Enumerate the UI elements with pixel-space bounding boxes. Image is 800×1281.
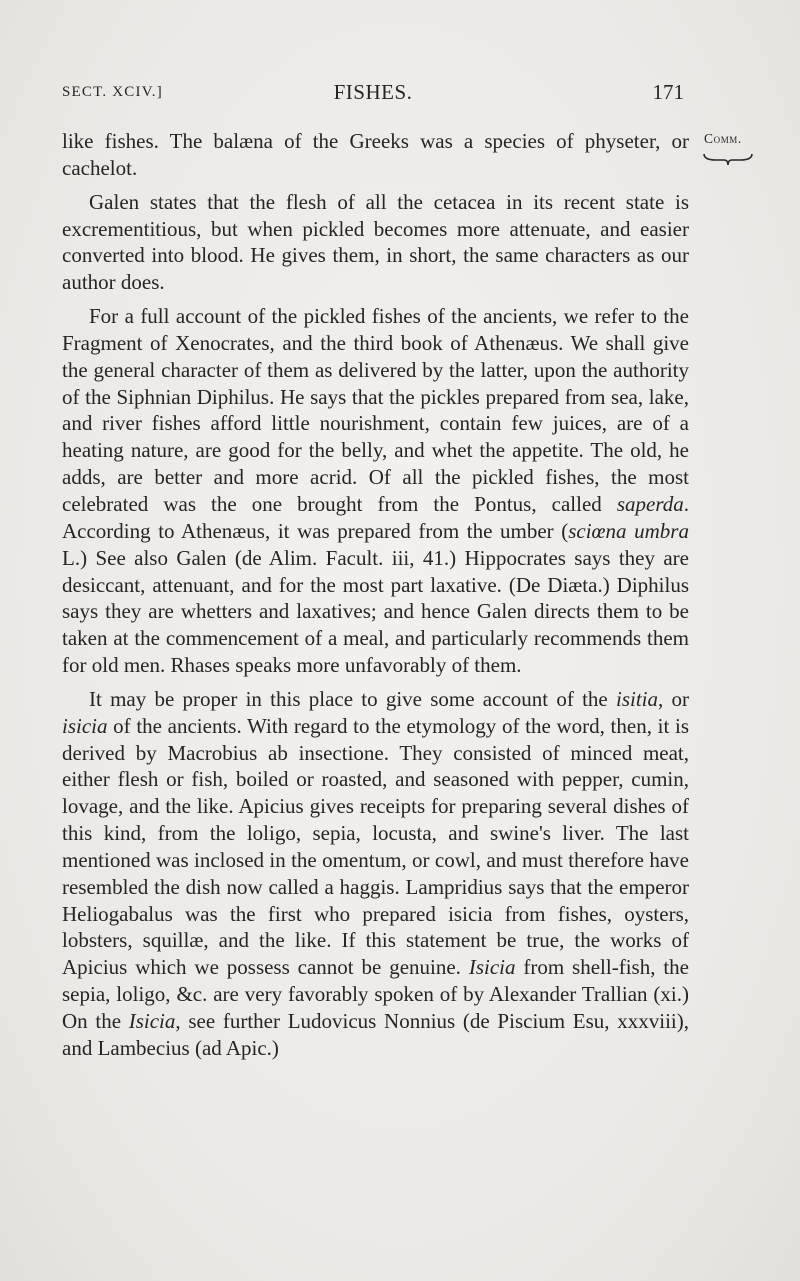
margin-note: Comm. bbox=[704, 131, 742, 146]
margin-brace bbox=[702, 152, 754, 166]
text-run: . According to Athenæus, it was prepared from the umber ( bbox=[62, 491, 689, 543]
paragraph bbox=[62, 686, 689, 1062]
body-text bbox=[62, 128, 689, 1062]
italic-term: saperda bbox=[616, 491, 684, 516]
paragraph bbox=[62, 128, 689, 182]
text-run: from shell-fish, the sepia, loligo, &c. are very favorably spoken of by Alexander Trallian (xi.) On the bbox=[62, 955, 690, 1033]
running-header bbox=[62, 80, 684, 110]
text-run: It may be proper in this place to give some account of the bbox=[89, 686, 616, 711]
italic-term: isicia bbox=[62, 713, 108, 738]
text-run: L.) See also Galen (de Alim. Facult. iii, 41.) Hippocrates says they are desiccant, attenuant, and for the most part laxative. (De Diæta.) Diphilus says they are whetters and laxatives; and hence Galen directs them to be taken at the commencement of a meal, and particularly recommends them for old men. Rhases speaks more unfavorably of them. bbox=[62, 545, 689, 678]
text-run: like fishes. The balæna of the Greeks was a species of physeter, or cachelot. bbox=[62, 129, 689, 180]
italic-term: sciœna umbra bbox=[568, 518, 689, 543]
text-run: , see further Ludovicus Nonnius (de Piscium Esu, xxxviii), and Lambecius (ad Apic.) bbox=[62, 1009, 690, 1060]
section-label: SECT. XCIV.] bbox=[62, 84, 163, 100]
text-run: , or bbox=[658, 686, 689, 711]
page-title: FISHES. bbox=[333, 80, 413, 104]
paragraph bbox=[62, 303, 689, 679]
italic-term: isitia bbox=[615, 686, 658, 711]
italic-term: Isicia bbox=[128, 1009, 176, 1033]
text-run: For a full account of the pickled fishes of the ancients, we refer to the Fragment of Xenocrates, and the third book of Athenæus. We shall give the general character of them as delivered by the latter, upon the authority of the Siphnian Diphilus. He says that the pickles prepared from sea, lake, and river fishes afford little nourishment, contain few juices, are of a heating nature, are good for the belly, and whet the appetite. The old, he adds, are better and more acrid. Of all the pickled fishes, the most celebrated was the one brought from the Pontus, called bbox=[62, 304, 689, 516]
text-run: of the ancients. With regard to the etymology of the word, then, it is derived by Macrobius ab insectione. They consisted of minced meat, either flesh or fish, boiled or roasted, and seasoned with pepper, cumin, lovage, and the like. Apicius gives receipts for preparing several dishes of this kind, from the loligo, sepia, locusta, and swine's liver. The last mentioned was inclosed in the omentum, or cowl, and must therefore have resembled the dish now called a haggis. Lampridius says that the emperor Heliogabalus was the first who prepared isicia from fishes, oysters, lobsters, squillæ, and the like. If this statement be true, the works of Apicius which we possess cannot be genuine. bbox=[62, 713, 689, 980]
italic-term: Isicia bbox=[468, 955, 516, 980]
paragraph bbox=[62, 189, 689, 296]
page-number: 171 bbox=[652, 80, 684, 104]
text-run: Galen states that the flesh of all the cetacea in its recent state is excrementitious, but when pickled becomes more attenuate, and easier converted into blood. He gives them, in short, the same characters as our author does. bbox=[62, 189, 689, 295]
